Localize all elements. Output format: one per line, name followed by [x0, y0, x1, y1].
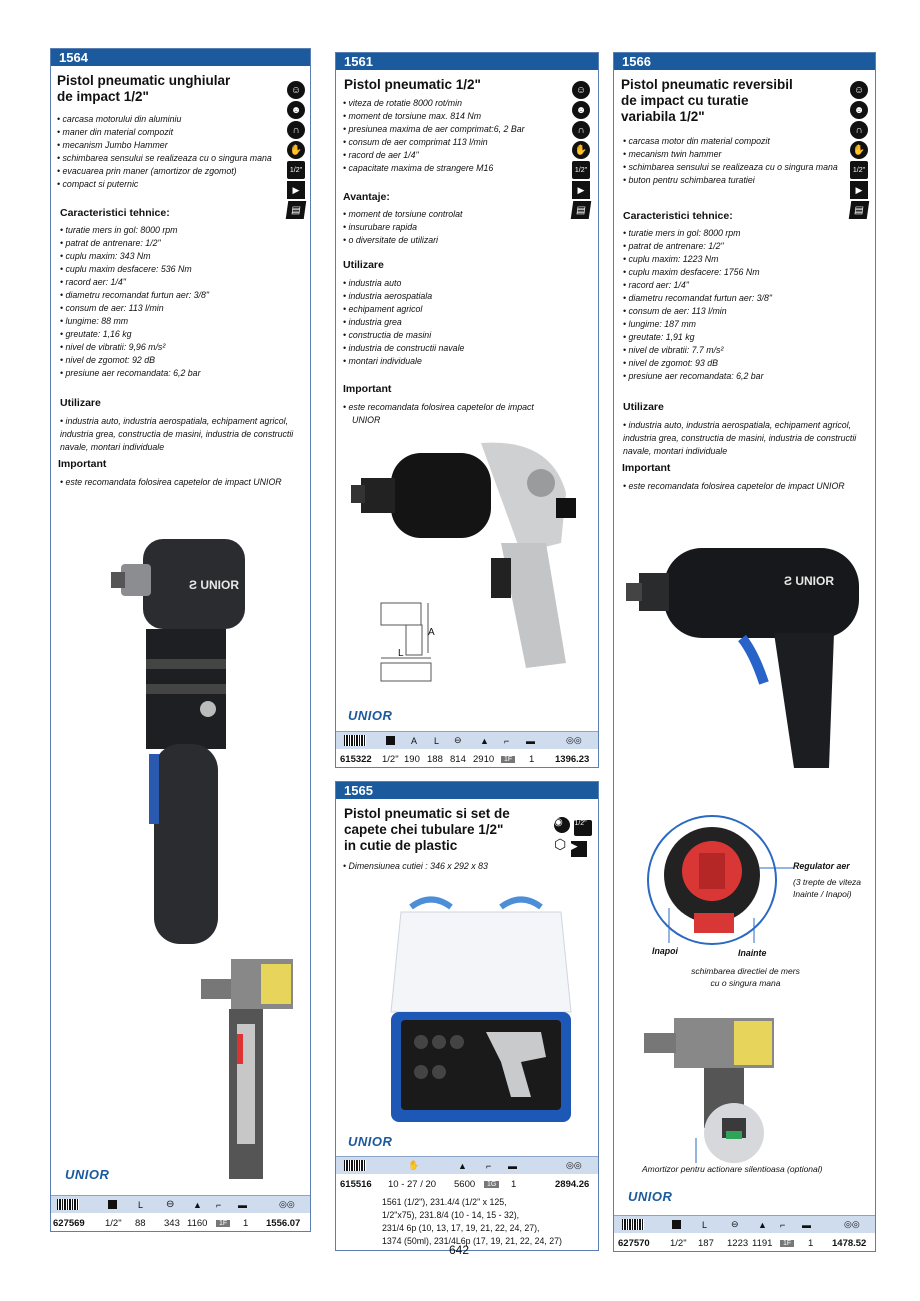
important-heading: Important — [58, 458, 107, 470]
feature-item: • capacitate maxima de strangere M16 — [343, 163, 494, 173]
video-icon: ▶ — [571, 841, 587, 857]
length: 188 — [427, 753, 443, 765]
use-text — [60, 415, 293, 454]
price-icon: ◎◎ — [279, 1199, 295, 1209]
set-icons — [554, 812, 594, 857]
tech-item: • diametru recomandat furtun aer: 3/8" — [60, 290, 209, 300]
product-code: 1564 — [51, 49, 310, 66]
size-range: 10 - 27 / 20 — [388, 1178, 437, 1190]
use-item: • industria aerospatiala — [343, 291, 433, 301]
product-code: 1566 — [614, 53, 875, 70]
tech-item: • racord aer: 1/4" — [623, 280, 689, 290]
tech-item: • nivel de vibratii: 7.7 m/s² — [623, 345, 724, 355]
weight-icon: ▲ — [193, 1199, 202, 1210]
tech-item: • turatie mers in gol: 8000 rpm — [60, 225, 178, 235]
tech-item: • cuplu maxim: 343 Nm — [60, 251, 151, 261]
price: 1396.23 — [555, 753, 590, 765]
safety-icons — [572, 81, 592, 221]
svg-text:Ƨ UNIOR: Ƨ UNIOR — [784, 574, 835, 588]
tech-item: • nivel de zgomot: 93 dB — [623, 358, 719, 368]
table-header — [614, 1215, 875, 1233]
use-list — [343, 277, 464, 368]
tech-item: • greutate: 1,91 kg — [623, 332, 695, 342]
weight: 1191 — [752, 1237, 773, 1249]
feature-item: • carcasa motor din material compozit — [623, 136, 770, 146]
length: 88 — [135, 1217, 146, 1229]
table-header — [336, 1156, 598, 1174]
mask-icon: ☻ — [850, 101, 868, 119]
gloves-icon: ✋ — [287, 141, 305, 159]
use-item: • montari individuale — [343, 356, 422, 366]
weight: 5600 — [454, 1178, 476, 1190]
product-card-1566 — [613, 52, 876, 1252]
silencer-caption: Amortizor pentru actionare silentioasa (optional) — [642, 1164, 823, 1174]
price-icon: ◎◎ — [566, 1160, 582, 1170]
tech-item: • nivel de vibratii: 9,96 m/s² — [60, 342, 166, 352]
tech-item: • patrat de antrenare: 1/2" — [623, 241, 724, 251]
product-title-line3: variabila 1/2" — [621, 109, 705, 124]
use-line: navale, montari individuale — [623, 446, 728, 456]
feature-list — [57, 113, 272, 191]
video-icon: ▶ — [287, 181, 305, 199]
package-icon: ⌐ — [216, 1199, 222, 1210]
gloves-icon: ✋ — [572, 141, 590, 159]
feature-item: • buton pentru schimbarea turatiei — [623, 175, 755, 185]
case-set-image — [381, 892, 581, 1132]
product-title-line2: capete chei tubulare 1/2" — [344, 822, 504, 837]
use-item: • constructia de masini — [343, 330, 432, 340]
length-label: L — [434, 735, 440, 746]
socket-icon: ◉ — [554, 817, 570, 833]
tech-item: • nivel de zgomot: 92 dB — [60, 355, 156, 365]
height: 190 — [404, 753, 420, 765]
contents-line: 1561 (1/2"), 231.4/4 (1/2" x 125, — [382, 1197, 507, 1207]
quantity: 1 — [243, 1217, 249, 1229]
weight-icon: ▲ — [480, 735, 489, 746]
mask-icon: ☻ — [287, 101, 305, 119]
feature-item: • moment de torsiune max. 814 Nm — [343, 111, 482, 121]
important-line: • este recomandata folosirea capetelor de impact — [343, 402, 534, 412]
feature-item: • maner din material compozit — [57, 127, 174, 137]
callout-lines — [654, 858, 804, 958]
feature-item: • schimbarea sensului se realizeaza cu o singura mana — [623, 162, 838, 172]
tech-item: • greutate: 1,16 kg — [60, 329, 132, 339]
important-heading: Important — [343, 383, 392, 395]
price: 1556.07 — [266, 1217, 301, 1229]
use-line: navale, montari individuale — [60, 442, 165, 452]
tech-item: • cuplu maxim desfacere: 536 Nm — [60, 264, 192, 274]
contents-line: 231/4 6p (10, 13, 17, 19, 21, 22, 24, 27), — [382, 1223, 540, 1233]
feature-item: • carcasa motorului din aluminiu — [57, 114, 182, 124]
box-dimensions: • Dimensiunea cutiei : 346 x 292 x 83 — [343, 861, 488, 871]
use-item: • industria auto — [343, 278, 402, 288]
drive-size: 1/2" — [382, 753, 399, 765]
unior-logo: UNIOR — [348, 708, 393, 723]
tech-heading: Caracteristici tehnice: — [60, 207, 170, 219]
barcode-icon — [344, 735, 366, 746]
package-icon: ⌐ — [486, 1160, 492, 1171]
order-code: 615322 — [340, 753, 372, 765]
silencer-cutaway-image — [644, 1013, 784, 1163]
tech-list — [60, 224, 209, 380]
face-shield-icon: ☺ — [850, 81, 868, 99]
product-code: 1565 — [336, 782, 598, 799]
feature-item: • compact si puternic — [57, 179, 139, 189]
barcode-icon — [344, 1160, 366, 1171]
important-text — [343, 401, 534, 427]
product-title-line1: Pistol pneumatic si set de — [344, 806, 510, 821]
ruler-icon: ▬ — [802, 1219, 811, 1230]
manual-icon: ▤ — [571, 201, 592, 219]
quantity: 1 — [529, 753, 535, 765]
contents-line: 1374 (50ml), 231/4L6p (17, 19, 21, 22, 24, 27) — [382, 1236, 562, 1246]
svg-text:Ƨ UNIOR: Ƨ UNIOR — [189, 578, 240, 592]
tech-item: • lungime: 187 mm — [623, 319, 696, 329]
hand-icon: ✋ — [408, 1160, 420, 1170]
use-text — [623, 419, 856, 458]
hex-icon: ⬡ — [554, 836, 567, 852]
important-text: • este recomandata folosirea capetelor de impact UNIOR — [60, 477, 282, 487]
reversible-wrench-image — [624, 543, 864, 773]
drive-size-icon: 1/2" — [572, 161, 590, 179]
video-icon: ▶ — [572, 181, 590, 199]
direction-line: schimbarea directiei de mers — [691, 966, 800, 976]
pack-tag: 1F — [780, 1240, 794, 1247]
drive-size-icon: 1/2" — [574, 820, 592, 836]
height-label: A — [411, 735, 418, 746]
square-drive-icon — [386, 736, 395, 745]
product-title-line1: Pistol pneumatic unghiular — [57, 73, 231, 88]
use-heading: Utilizare — [623, 401, 664, 413]
order-code: 627570 — [618, 1237, 650, 1249]
ruler-icon: ▬ — [526, 735, 535, 746]
direction-caption — [614, 965, 877, 989]
direction-line: cu o singura mana — [710, 978, 781, 988]
quantity: 1 — [808, 1237, 814, 1249]
product-title-line2: de impact cu turatie — [621, 93, 749, 108]
dimension-a-label: A — [428, 627, 435, 638]
manual-icon: ▤ — [849, 201, 870, 219]
drive-size: 1/2" — [105, 1217, 122, 1229]
weight-icon: ▲ — [758, 1219, 767, 1230]
regulator-line: (3 trepte de viteza — [793, 877, 862, 887]
package-icon: ⌐ — [504, 735, 510, 746]
regulator-title: Regulator aer — [793, 861, 850, 871]
feature-item: • schimbarea sensului se realizeaza cu o singura mana — [57, 153, 272, 163]
unior-logo: UNIOR — [348, 1134, 393, 1149]
feature-item: • evacuarea prin maner (amortizor de zgomot) — [57, 166, 237, 176]
feature-list — [623, 135, 838, 187]
drive-size-icon: 1/2" — [850, 161, 868, 179]
ear-protection-icon: ∩ — [850, 121, 868, 139]
use-item: • echipament agricol — [343, 304, 423, 314]
tech-item: • consum de aer: 113 l/min — [60, 303, 164, 313]
use-line: • industria auto, industria aerospatiala, echipament agricol, — [623, 420, 852, 430]
tech-item: • cuplu maxim: 1223 Nm — [623, 254, 719, 264]
mask-icon: ☻ — [572, 101, 590, 119]
ruler-icon: ▬ — [238, 1199, 247, 1210]
tech-list — [623, 227, 772, 383]
dimension-drawing — [366, 598, 446, 688]
length: 187 — [698, 1237, 714, 1249]
square-drive-icon — [108, 1200, 117, 1209]
product-title-line2: de impact 1/2" — [57, 89, 149, 104]
reverse-label: Inapoi — [652, 946, 678, 956]
tech-item: • presiune aer recomandata: 6,2 bar — [623, 371, 764, 381]
torque-icon: ⊖ — [731, 1219, 739, 1229]
gloves-icon: ✋ — [850, 141, 868, 159]
table-row — [51, 1215, 310, 1231]
length-label: L — [702, 1219, 708, 1230]
tech-item: • consum de aer: 113 l/min — [623, 306, 727, 316]
regulator-line: Inainte / Inapoi) — [793, 889, 852, 899]
forward-label: Inainte — [738, 948, 767, 958]
pack-tag: 1G — [484, 1181, 499, 1188]
contents-line: 1/2"x75), 231.8/4 (10 - 14, 15 - 32), — [382, 1210, 520, 1220]
product-code: 1561 — [336, 53, 598, 70]
tech-item: • turatie mers in gol: 8000 rpm — [623, 228, 741, 238]
product-card-1565 — [335, 781, 599, 1251]
feature-item: • racord de aer 1/4" — [343, 150, 419, 160]
product-title: Pistol pneumatic 1/2" — [344, 77, 481, 92]
unior-logo: UNIOR — [65, 1167, 110, 1182]
barcode-icon — [57, 1199, 79, 1210]
torque: 814 — [450, 753, 466, 765]
important-text: • este recomandata folosirea capetelor de impact UNIOR — [623, 481, 845, 491]
use-heading: Utilizare — [343, 259, 384, 271]
length-label: L — [138, 1199, 144, 1210]
important-heading: Important — [622, 462, 671, 474]
angle-wrench-image — [111, 509, 271, 949]
tech-item: • cuplu maxim desfacere: 1756 Nm — [623, 267, 760, 277]
advantage-item: • o diversitate de utilizari — [343, 235, 439, 245]
feature-item: • consum de aer comprimat 113 l/min — [343, 137, 488, 147]
unior-logo: UNIOR — [628, 1189, 673, 1204]
tech-heading: Caracteristici tehnice: — [623, 210, 733, 222]
product-card-1561 — [335, 52, 599, 768]
ear-protection-icon: ∩ — [572, 121, 590, 139]
table-header — [336, 731, 598, 749]
safety-icons — [287, 81, 307, 221]
barcode-icon — [622, 1219, 644, 1230]
feature-item: • mecanism twin hammer — [623, 149, 722, 159]
weight: 1160 — [187, 1217, 208, 1229]
use-item: • industria grea — [343, 317, 402, 327]
tech-item: • diametru recomandat furtun aer: 3/8" — [623, 293, 772, 303]
use-line: industria grea, constructia de masini, industria de constructii — [60, 429, 294, 439]
torque-icon: ⊖ — [166, 1199, 175, 1210]
torque: 343 — [164, 1217, 180, 1229]
drive-size-icon: 1/2" — [287, 161, 305, 179]
tech-item: • presiune aer recomandata: 6,2 bar — [60, 368, 201, 378]
advantage-item: • moment de torsiune controlat — [343, 209, 463, 219]
square-drive-icon — [672, 1220, 681, 1229]
advantages-heading: Avantaje: — [343, 191, 390, 203]
product-title-line1: Pistol pneumatic reversibil — [621, 77, 793, 92]
ear-protection-icon: ∩ — [287, 121, 305, 139]
feature-item: • viteza de rotatie 8000 rot/min — [343, 98, 462, 108]
use-line: • industria auto, industria aerospatiala, echipament agricol, — [60, 416, 289, 426]
dimension-l-label: L — [398, 648, 404, 659]
tech-item: • patrat de antrenare: 1/2" — [60, 238, 161, 248]
advantages-list — [343, 208, 462, 247]
price-icon: ◎◎ — [566, 735, 582, 745]
tech-item: • racord aer: 1/4" — [60, 277, 126, 287]
cutaway-image — [201, 954, 301, 1184]
product-card-1564 — [50, 48, 311, 1232]
weight: 2910 — [473, 753, 495, 765]
table-row — [336, 751, 598, 767]
set-contents — [382, 1196, 562, 1248]
drive-size: 1/2" — [670, 1237, 687, 1249]
video-icon: ▶ — [850, 181, 868, 199]
important-line: UNIOR — [352, 415, 381, 425]
safety-icons — [850, 81, 870, 221]
manual-icon: ▤ — [286, 201, 307, 219]
torque: 1223 — [727, 1237, 749, 1249]
feature-list — [343, 97, 525, 175]
order-code: 615516 — [340, 1178, 372, 1190]
table-header — [51, 1195, 310, 1213]
page-number: 642 — [449, 1243, 470, 1257]
order-code: 627569 — [53, 1217, 85, 1229]
price: 2894.26 — [555, 1178, 590, 1190]
feature-item: • mecanism Jumbo Hammer — [57, 140, 168, 150]
face-shield-icon: ☺ — [287, 81, 305, 99]
product-title-line3: in cutie de plastic — [344, 838, 458, 853]
use-item: • industria de constructii navale — [343, 343, 465, 353]
torque-icon: ⊖ — [454, 735, 462, 745]
pack-tag: 1F — [501, 756, 515, 763]
package-icon: ⌐ — [780, 1219, 786, 1230]
regulator-caption — [793, 876, 861, 900]
use-line: industria grea, constructia de masini, industria de constructii — [623, 433, 857, 443]
pack-tag: 1F — [216, 1220, 230, 1227]
weight-icon: ▲ — [458, 1160, 467, 1171]
table-row — [336, 1176, 598, 1192]
tech-item: • lungime: 88 mm — [60, 316, 129, 326]
face-shield-icon: ☺ — [572, 81, 590, 99]
ruler-icon: ▬ — [508, 1160, 517, 1171]
use-heading: Utilizare — [60, 397, 101, 409]
quantity: 1 — [511, 1178, 517, 1190]
advantage-item: • insurubare rapida — [343, 222, 417, 232]
table-row — [614, 1235, 875, 1251]
price-icon: ◎◎ — [844, 1219, 860, 1229]
feature-item: • presiunea maxima de aer comprimat:6, 2 Bar — [343, 124, 525, 134]
price: 1478.52 — [832, 1237, 867, 1249]
